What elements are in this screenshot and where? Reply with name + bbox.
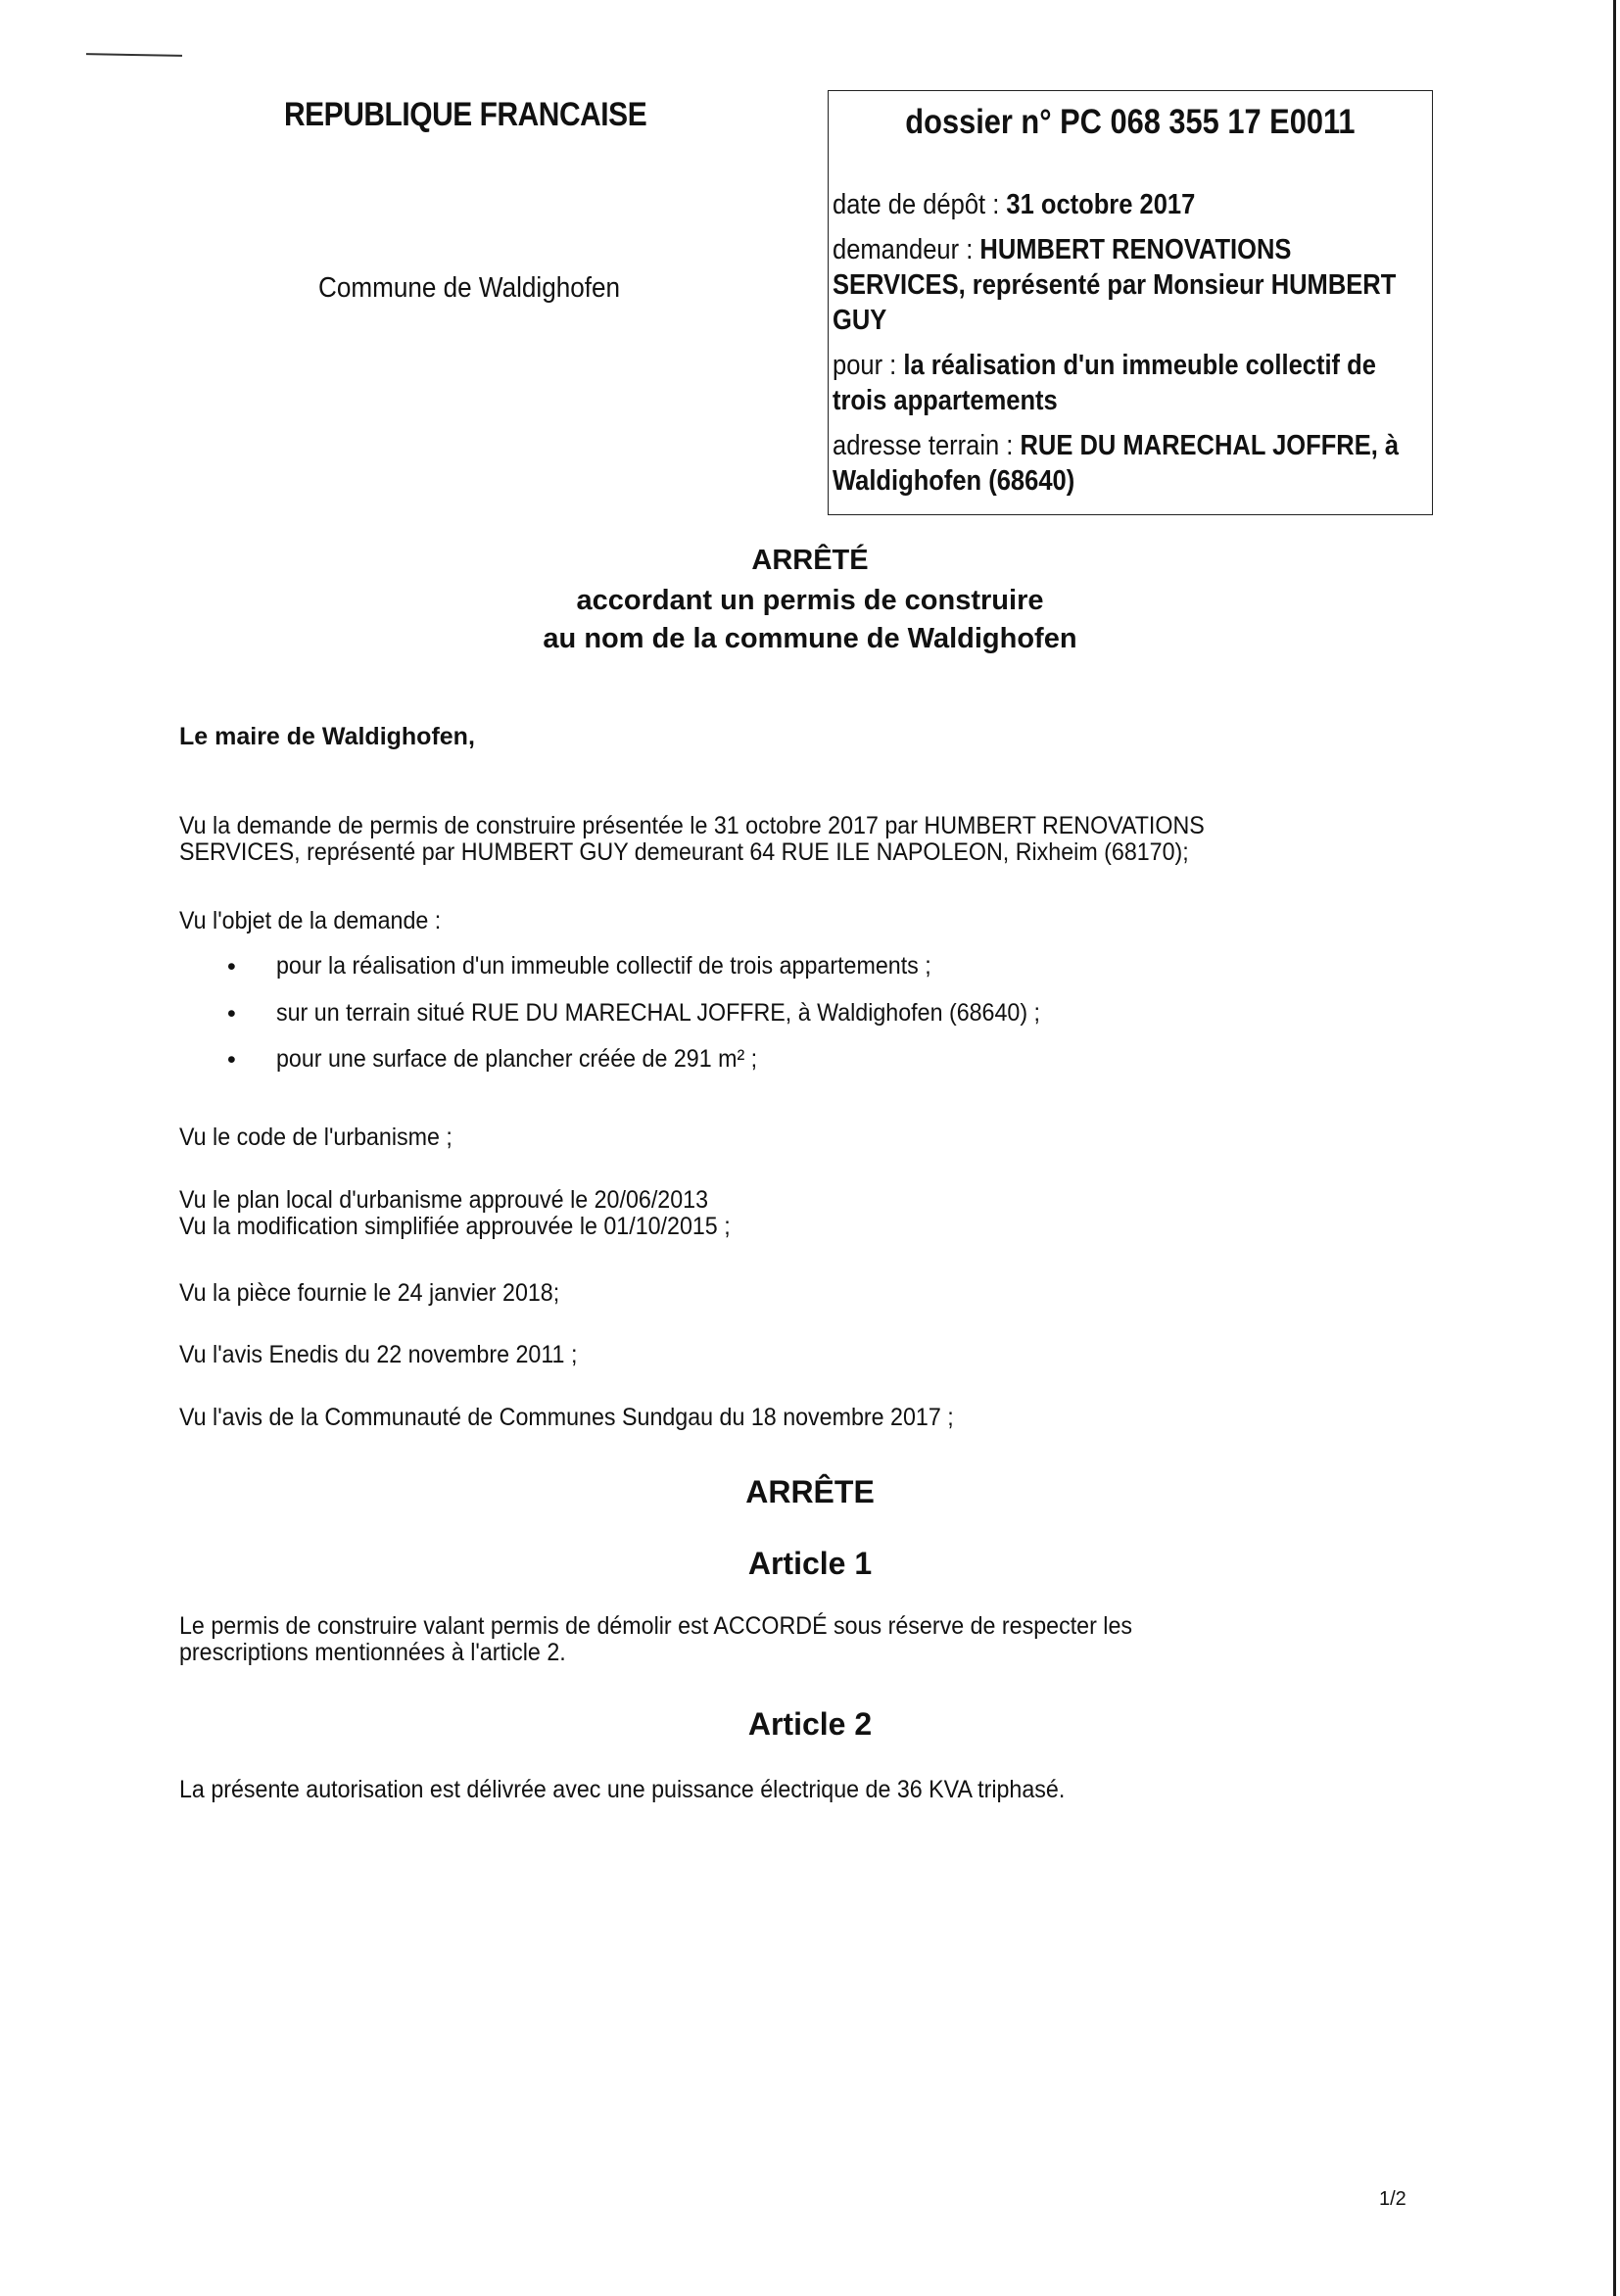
article-2-text: La présente autorisation est délivrée avec une puissance électrique de 36 KVA triphasé. <box>179 1776 1066 1803</box>
vu-demande <box>179 813 1282 866</box>
objet-item: sur un terrain situé RUE DU MARECHAL JOFFRE, à Waldighofen (68640) ; <box>276 999 1041 1027</box>
article-1-text <box>179 1613 1204 1666</box>
bullet-icon: • <box>227 1000 236 1028</box>
article-2-heading: Article 2 <box>747 1706 873 1742</box>
vu-demande-line-1: Vu la demande de permis de construire présentée le 31 octobre 2017 par HUMBERT RENOVATIONS <box>179 812 1205 839</box>
demandeur-value: HUMBERT RENOVATIONS SERVICES, représenté par Monsieur HUMBERT GUY <box>833 234 1397 336</box>
arrete-subtitle-1: accordant un permis de construire <box>576 585 1044 616</box>
objet-item: pour la réalisation d'un immeuble collectif de trois appartements ; <box>276 952 931 980</box>
scan-edge <box>1613 0 1616 2296</box>
date-value: 31 octobre 2017 <box>1006 189 1196 220</box>
vu-plu <box>179 1187 772 1240</box>
dossier-box <box>828 90 1433 515</box>
commune-name: Commune de Waldighofen <box>318 272 621 304</box>
maire-heading: Le maire de Waldighofen, <box>179 723 475 750</box>
vu-piece: Vu la pièce fournie le 24 janvier 2018; <box>179 1279 560 1307</box>
adresse-label: adresse terrain : <box>833 430 1021 461</box>
bullet-icon: • <box>227 1046 236 1074</box>
arrete-heading: ARRÊTE <box>745 1474 875 1509</box>
arrete-subtitle-2: au nom de la commune de Waldighofen <box>543 623 1077 654</box>
page-number: 1/2 <box>1379 2188 1406 2210</box>
article-1-line-1: Le permis de construire valant permis de démolir est ACCORDÉ sous réserve de respecter les <box>179 1612 1133 1640</box>
article-1-line-2: prescriptions mentionnées à l'article 2. <box>179 1639 566 1666</box>
vu-plu-line: Vu le plan local d'urbanisme approuvé le 20/06/2013 <box>179 1186 708 1214</box>
article-1-heading: Article 1 <box>747 1546 873 1581</box>
vu-enedis: Vu l'avis Enedis du 22 novembre 2011 ; <box>179 1341 578 1368</box>
adresse-value: RUE DU MARECHAL JOFFRE, à Waldighofen (68640) <box>833 430 1400 497</box>
vu-communaute: Vu l'avis de la Communauté de Communes Sundgau du 18 novembre 2017 ; <box>179 1404 954 1431</box>
pour-label: pour : <box>833 350 904 381</box>
objet-item: pour une surface de plancher créée de 291 m² ; <box>276 1045 758 1073</box>
dossier-demandeur <box>833 232 1427 338</box>
republique-heading: REPUBLIQUE FRANCAISE <box>284 96 647 133</box>
dossier-date <box>833 187 1427 222</box>
pour-value: la réalisation d'un immeuble collectif de trois appartements <box>833 350 1376 416</box>
vu-objet: Vu l'objet de la demande : <box>179 907 442 934</box>
vu-demande-line-2: SERVICES, représenté par HUMBERT GUY demeurant 64 RUE ILE NAPOLEON, Rixheim (68170); <box>179 838 1189 866</box>
bullet-icon: • <box>227 953 236 981</box>
dossier-adresse <box>833 428 1427 499</box>
vu-modification-line: Vu la modification simplifiée approuvée le 01/10/2015 ; <box>179 1213 731 1240</box>
arrete-title: ARRÊTÉ <box>751 545 869 576</box>
demandeur-label: demandeur : <box>833 234 980 265</box>
date-label: date de dépôt : <box>833 189 1007 220</box>
scan-mark <box>86 52 184 58</box>
dossier-pour <box>833 348 1427 418</box>
vu-code: Vu le code de l'urbanisme ; <box>179 1124 453 1151</box>
dossier-number: dossier n° PC 068 355 17 E0011 <box>905 103 1356 141</box>
